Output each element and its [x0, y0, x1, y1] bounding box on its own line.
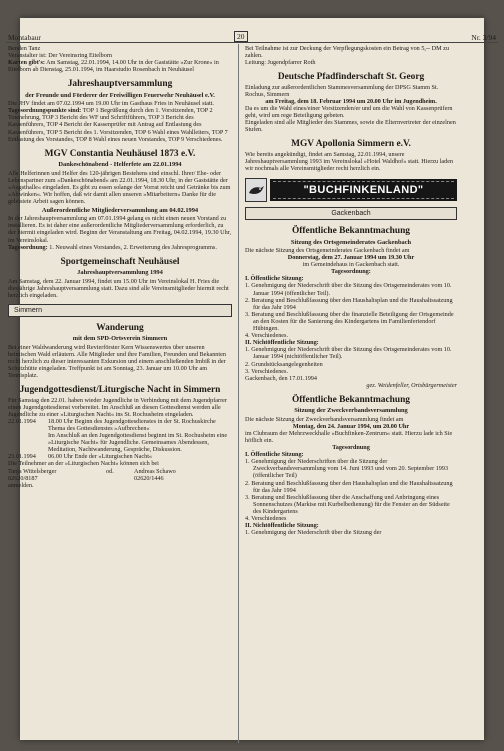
- jugendgottesdienst-paragraph: Für Samstag den 22.01. haben wieder Jugendliche in Verbindung mit dem Jugendpfarrer einen Jugendgottesdienst vorbereitet. Im Anschluß an diesen Gottesdienst werden alle Jugendliche zu einer »Liturgischen Nacht« ins St. Rochusheim eingeladen.: [8, 396, 227, 418]
- dpsg-paragraph-1: Einladung zur außerordentlichen Stammesversammlung der DPSG Stamm St. Rochus, Simmern: [245, 83, 439, 98]
- contact-1-phone: 02620/8187: [8, 474, 38, 482]
- list-item: 3. Beratung und Beschlußfassung über die finanzielle Beteiligung der Ortsgemeinde an den Kosten für die Sanierung des Kindergartens im Familienferiendorf Hübingen.: [245, 310, 454, 333]
- sg-subheading: Jahreshauptversammlung 1994: [77, 269, 163, 277]
- bekanntmachung-2-date: Montag, den 24. Januar 1994, um 20.00 Uhr: [292, 422, 410, 430]
- karten-paragraph: [8, 59, 232, 73]
- bekanntmachung-2-private-label: II. Nichtöffentliche Sitzung:: [245, 522, 319, 530]
- contact-1-name: Tanja Wittelsberger: [8, 467, 57, 475]
- contact-2-name: Andreas Schawo: [134, 467, 176, 475]
- bekanntmachung-2-public-label: I. Öffentliche Sitzung:: [245, 451, 304, 459]
- bekanntmachung-1-intro: Die nächste Sitzung des Ortsgemeinderates Gackenbach findet am: [245, 247, 410, 255]
- schedule-date: 22.01.1994: [8, 417, 36, 425]
- schedule-text: 18.00 Uhr Beginn des Jugendgottesdienstes in der St. Rochuskirche: [48, 417, 216, 425]
- bekanntmachung-1-private-label: II. Nichtöffentliche Sitzung:: [245, 339, 319, 347]
- buchfinkenland-banner: [245, 178, 457, 202]
- jhv-agenda-text: TOP 1 Begrüßung durch den 1. Vorsitzenden, TOP 2 Totenehrung, TOP 3 Bericht des WF und Schriftführers, TOP 3 Bericht des Kassenführers, TOP 4 Bericht der Kassenprüfer mit Antrag auf Entlastung des Kassenführers, TOP 5 Bericht des 1. Vorsitzenden, TOP 6 Wahl eines Wahlleiters, TOP 7 Entlastung des Vorstandes, TOP 8 Wahl eines neuen Vorstandes, TOP 9 Verschiedenes.: [8, 107, 228, 143]
- header-page-number: 20: [234, 31, 248, 42]
- schedule-date: [8, 432, 48, 453]
- bekanntmachung-1-date: Donnerstag, dem 27. Januar 1994 um 19.30 Uhr: [287, 254, 415, 262]
- column-divider: [238, 44, 239, 743]
- bekanntmachung-2-place: im Clubraum der Mehrzweckhalle »Buchfinken-Zentrum« statt. Hierzu lade ich Sie höflich ein.: [245, 429, 453, 444]
- jhv-paragraph-1: Die JHV findet am 07.02.1994 um 19.00 Uhr im Gasthaus Fries in Neuhäusel statt.: [8, 100, 214, 108]
- mgv-constantia-paragraph-2: In der Jahreshauptversammlung am 07.01.1994 gelang es nicht einen neuen Vorstand zu installieren. Es ist daher eine außerordentliche Mitgliederversammlung erforderlich, zu der hiermit eingeladen wird. Beginn der Veranstaltung am Freitag, 04.02.1994, 19.30 Uhr, im Vereinslokal.: [8, 215, 232, 244]
- sg-paragraph: Am Samstag, dem 22. Januar 1994, findet um 15.00 Uhr im Vereinslokal H. Fries die diesjährige Jahreshauptversammlung statt. Dazu sind alle Vereinsmitglieder hiermit recht herzlich eingeladen.: [8, 277, 229, 299]
- list-item: 4. Verschiedenes: [245, 515, 287, 522]
- mgv-constantia-paragraph-1: Alle Helferinnen und Helfer des 120-jährigen Bestehens sind einschl. Ihrer/ Ehe- oder Lebenspartner zum »Dankeschönabend« am 22.01.1994, 18.30 Uhr, in der Gaststätte der »Augsthalle« eingeladen. Es gibt zu essen solange der Vorrat reicht und Getränke bis zum »Abwinken«. Wir hoffen, daß wir damit allen unseren »Mitarbeitern« Danke für die geleistete Arbeit sagen können.: [8, 169, 231, 205]
- sg-heading: Sportgemeinschaft Neuhäusel: [60, 256, 180, 267]
- jhv-paragraph-2: [8, 107, 232, 142]
- place-bar-simmern: Simmern: [8, 304, 232, 317]
- top-line-2: Veranstalter ist: Der Vereinsring Eitelborn: [8, 52, 113, 60]
- bekanntmachung-1-place: im Gemeindehaus in Gackenbach statt.: [302, 261, 400, 269]
- bekanntmachung-2-agenda-title: Tagesordnung: [332, 444, 370, 452]
- list-item: 1. Genehmigung der Niederschrift über die Sitzung des Ortsgemeinderates vom 10. Januar 1994 (öffentlicher Teil).: [245, 282, 452, 297]
- banner-title: "BUCHFINKENLAND": [270, 179, 457, 201]
- bekanntmachung-2-heading: Öffentliche Bekanntmachung: [292, 394, 410, 405]
- jhv-subheading: der Freunde und Förderer der Freiwilligen Feuerwehr Neuhäusel e.V.: [25, 91, 215, 99]
- schedule-text: Thema des Gottesdienstes »Aufbrechen«: [48, 424, 150, 432]
- contact-names: [8, 468, 232, 475]
- karten-text: Am Samstag, 22.01.1994, 14.00 Uhr in der Gaststätte »Zur Krone« in Eitelborn ab Dienstag, 25.01.1994, im Haarstudio Rosenbach in Neuhäusel: [8, 59, 219, 74]
- dpsg-heading: Deutsche Pfadfinderschaft St. Georg: [277, 72, 425, 83]
- bekanntmachung-2-public-list: [245, 458, 457, 522]
- list-item: 2. Grundstücksangelegenheiten: [245, 360, 323, 368]
- list-item: 2. Beratung und Beschlußfassung über den Haushaltsplan und die Haushaltssatzung für das Jahr 1994: [245, 296, 453, 311]
- wanderung-heading: Wanderung: [96, 322, 144, 333]
- schedule-text: 06.00 Uhr Ende der »Liturgischen Nacht«: [48, 453, 153, 461]
- jhv-agenda-label: Tagesordnungspunkte sind:: [8, 107, 82, 115]
- header-rule: [6, 42, 498, 43]
- schedule-row: [8, 418, 232, 425]
- bekanntmachung-2-subheading: Sitzung der Zweckverbandsversammlung: [294, 407, 408, 415]
- mgv-constantia-subheading: Dankeschönabend - Helferfete am 22.01.1994: [58, 161, 182, 169]
- list-item: 1. Genehmigung der Niederschriften über die Sitzung der Zweckverbandsversammlung vom 14. Juni 1993 und vom 20. September 1993 (öffentlicher Teil): [245, 458, 449, 480]
- bekanntmachung-1-agenda-title: Tagesordnung:: [331, 268, 371, 276]
- leader-paragraph: Leitung: Jugendpfarrer Roth: [245, 59, 316, 67]
- schedule-row: [8, 432, 232, 453]
- place-bar-gackenbach: Gackenbach: [245, 207, 457, 220]
- contact-phones: [8, 475, 232, 482]
- dpsg-date: am Freitag, dem 18. Februar 1994 um 20.00 Uhr im Jugendheim.: [265, 97, 437, 105]
- left-column: [8, 45, 232, 489]
- right-column: [245, 45, 457, 536]
- jugendgottesdienst-contact-intro: Die Teilnehmer an der »Liturgischen Nacht« können sich bei: [8, 460, 159, 468]
- schedule-row: [8, 453, 232, 460]
- mgv-constantia-agenda-text: 1. Neuwahl eines Vorstandes, 2. Erweiterung des Jahresprogramms.: [47, 243, 217, 251]
- schedule-row: [8, 425, 232, 432]
- bekanntmachung-1-sign-date: Gackenbach, den 17.01.1994: [245, 374, 317, 382]
- bekanntmachung-1-signature: gez. Weidenfeller, Ortsbürgermeister: [366, 381, 457, 389]
- mgv-apollonia-heading: MGV Apollonia Simmern e.V.: [291, 139, 411, 150]
- jugendgottesdienst-end: anmelden.: [8, 481, 34, 489]
- mgv-constantia-paragraph-3: [8, 244, 232, 251]
- list-item: 4. Verschiedenes.: [245, 332, 289, 340]
- schedule-date: [8, 425, 48, 432]
- top-line-1: Benden Tanz: [8, 45, 41, 52]
- jhv-heading: Jahreshauptversammlung: [67, 79, 173, 90]
- bekanntmachung-1-public-list: [245, 282, 457, 339]
- mgv-constantia-agenda-label: Tagesordnung:: [8, 243, 48, 251]
- wanderung-subheading: mit dem SPD-Ortsverein Simmern: [72, 335, 168, 343]
- bekanntmachung-2-intro: Die nächste Sitzung der Zweckverbandsversammlung findet am: [245, 415, 404, 423]
- bekanntmachung-1-subheading: Sitzung des Ortsgemeinderates Gackenbach: [290, 238, 412, 246]
- list-item: 2. Beratung und Beschlußfassung über den Haushaltsplan und die Haushaltssatzung für das Jahr 1994: [245, 479, 453, 494]
- list-item: 3. Verschiedenes.: [245, 367, 289, 375]
- bekanntmachung-2-private-list: [245, 529, 457, 536]
- bekanntmachung-1-heading: Öffentliche Bekanntmachung: [292, 226, 410, 237]
- bekanntmachung-1-private-list: [245, 346, 457, 374]
- list-item: 3. Beratung und Beschlußfassung über die Anschaffung und Anbringung eines Sonnenschutzes (Markise mit Kurbelbedienung) für die Fenster an der Südseite des Kindergartens: [245, 493, 450, 515]
- wanderung-paragraph: Bei einer Waldwanderung wird Revierförster Kern Wissenswertes über unseren heimischen Wald erläutern. Alle Mitglieder und ihre Familien, Freunden und Bekannten recht herzlich zu dieser interessanten Exkursion und einem anschließenden Imbiß in der Schutzhütte eingeladen. Treffpunkt ist am Sonntag, 23. Januar um 10.00 Uhr am Tennisplatz.: [8, 343, 226, 380]
- list-item: 1. Genehmigung der Niederschrift über die Sitzung der: [245, 529, 382, 537]
- header-town: Montabaur: [8, 33, 41, 42]
- bekanntmachung-1-public-label: I. Öffentliche Sitzung:: [245, 275, 304, 283]
- bird-logo-icon: [245, 178, 267, 202]
- list-item: 1. Genehmigung der Niederschrift über die Sitzung des Ortsgemeinderates vom 10. Januar 1994 (nichtöffentlicher Teil).: [245, 346, 452, 361]
- mgv-apollonia-paragraph: Wie bereits angekündigt, findet am Samstag, 22.01.1994, unsere Jahreshauptversammlung 1993 im Vereinslokal »Hotel Waldhof« statt. Hierzu laden wir nochmals alle Vereinsmitglieder recht herzlich ein.: [245, 150, 454, 173]
- schedule-text: Im Anschluß an den Jugendgottesdienst beginnt im St. Rochusheim eine »Liturgische Nacht« für Jugendliche. Gemeinsames Abendessen, Meditation, Nachtwanderung, Gespräche, Diskussion.: [48, 432, 228, 454]
- karten-label: Karten gibt's:: [8, 59, 45, 67]
- fee-paragraph: Bei Teilnahme ist zur Deckung der Verpflegungskosten ein Betrag von 5,-- DM zu zahlen.: [245, 45, 449, 60]
- schedule-date: 23.01.1994: [8, 453, 36, 461]
- dpsg-paragraph-2: Da es um die Wahl eines/einer Vorsitzenden/er und um die Wahl von Kassenprüfern geht, wird um rege Beteiligung gebeten.: [245, 105, 453, 120]
- dpsg-paragraph-3: Eingeladen sind alle Mitglieder des Stammes, sowie die Elternvertreter der einzelnen Stufen.: [245, 119, 456, 134]
- contact-2-phone: 02620/1446: [134, 474, 164, 482]
- header-issue: Nr. 3/94: [471, 33, 496, 42]
- contact-or: od.: [106, 467, 114, 475]
- mgv-constantia-subheading-2: Außerordentliche Mitgliederversammlung am 04.02.1994: [41, 207, 199, 214]
- jugendgottesdienst-heading: Jugendgottesdienst/Liturgische Nacht in Simmern: [19, 385, 221, 396]
- mgv-constantia-heading: MGV Constantia Neuhäusel 1873 e.V.: [44, 148, 196, 159]
